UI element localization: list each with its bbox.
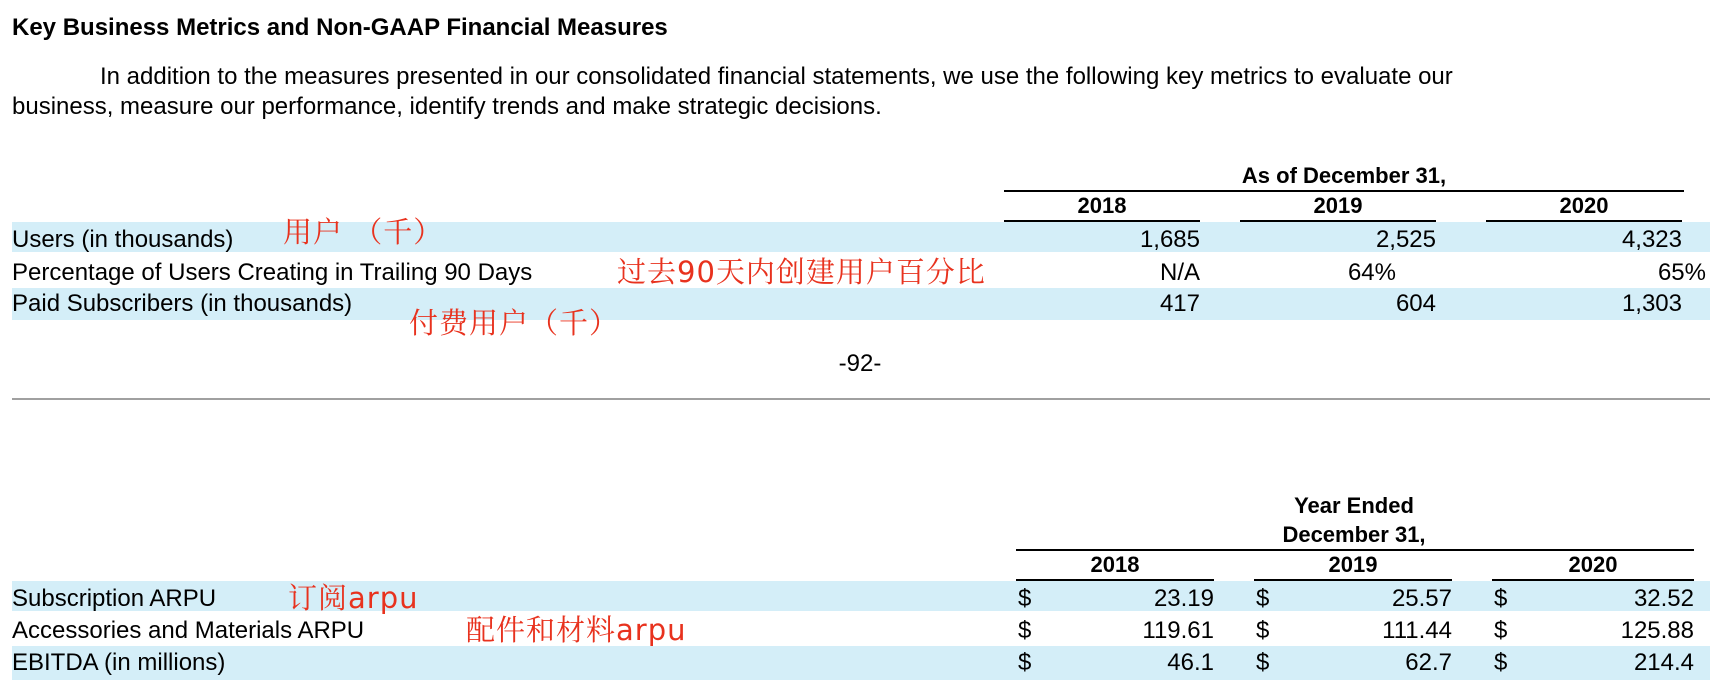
table1-row-label-users: Users (in thousands) <box>12 226 234 253</box>
table2-sub-arpu-2018: 23.19 <box>1153 585 1214 612</box>
table1-year-2020: 2020 <box>1559 193 1609 218</box>
intro-paragraph-line-1: In addition to the measures presented in our consolidated financial statements, we use the following key metrics to evaluate our <box>100 63 1453 90</box>
annotation-paid-subscribers: 付费用户（千） <box>409 306 620 340</box>
table1-users-2019: 2,525 <box>1375 226 1436 253</box>
table2-acc-arpu-2018: 119.61 <box>1142 617 1214 644</box>
table1-caption-rule <box>1004 190 1684 192</box>
table2-sub-arpu-2019: 25.57 <box>1391 585 1452 612</box>
table1-pct-2018: N/A <box>1159 259 1200 286</box>
table2-year-2020: 2020 <box>1568 552 1618 577</box>
table1-row-label-pct-creating: Percentage of Users Creating in Trailing 90 Days <box>12 259 533 286</box>
table2-year-2018: 2018 <box>1090 552 1140 577</box>
table2-ebitda-2018: 46.1 <box>1167 649 1214 676</box>
page-number: -92- <box>838 350 882 377</box>
annotation-pct-creating: 过去90天内创建用户百分比 <box>617 255 986 289</box>
table2-row-label-accessories-arpu: Accessories and Materials ARPU <box>12 617 365 644</box>
table1-caption: As of December 31, <box>1241 163 1447 188</box>
table1-users-2020: 4,323 <box>1621 226 1682 253</box>
table1-paid-2019: 604 <box>1395 290 1436 317</box>
table1-row-band-1 <box>12 222 1710 252</box>
table2-caption-line-2: December 31, <box>1282 522 1426 547</box>
table2-ebitda-2019-currency: $ <box>1256 649 1270 676</box>
table2-sub-arpu-2020: 32.52 <box>1633 585 1694 612</box>
table2-row-band-3 <box>12 646 1710 680</box>
table1-year-2018: 2018 <box>1077 193 1127 218</box>
table2-sub-arpu-2018-currency: $ <box>1018 585 1032 612</box>
table2-acc-arpu-2020-currency: $ <box>1494 617 1508 644</box>
annotation-accessories-arpu: 配件和材料arpu <box>466 613 687 647</box>
annotation-users: 用户 （千） <box>283 215 444 249</box>
table2-sub-arpu-2020-currency: $ <box>1494 585 1508 612</box>
section-heading: Key Business Metrics and Non-GAAP Financial Measures <box>12 14 668 41</box>
table2-caption-line-1: Year Ended <box>1294 493 1414 518</box>
table2-ebitda-2019: 62.7 <box>1405 649 1452 676</box>
table2-row-band-1 <box>12 581 1710 611</box>
table2-year-2019: 2019 <box>1328 552 1378 577</box>
page-divider <box>12 398 1710 400</box>
table1-year-2019: 2019 <box>1313 193 1363 218</box>
table1-paid-2020: 1,303 <box>1621 290 1682 317</box>
table2-acc-arpu-2019-currency: $ <box>1256 617 1270 644</box>
table2-ebitda-2018-currency: $ <box>1018 649 1032 676</box>
intro-paragraph-line-2: business, measure our performance, identify trends and make strategic decisions. <box>12 93 882 120</box>
table1-paid-2018: 417 <box>1159 290 1200 317</box>
table1-pct-2019: 64% <box>1347 259 1396 286</box>
table2-caption-rule <box>1016 549 1694 551</box>
table2-sub-arpu-2019-currency: $ <box>1256 585 1270 612</box>
table2-ebitda-2020-currency: $ <box>1494 649 1508 676</box>
table2-row-label-ebitda: EBITDA (in millions) <box>12 649 226 676</box>
table2-row-label-subscription-arpu: Subscription ARPU <box>12 585 217 612</box>
table1-pct-2020: 65% <box>1657 259 1706 286</box>
table1-row-label-paid-subscribers: Paid Subscribers (in thousands) <box>12 290 353 317</box>
annotation-subscription-arpu: 订阅arpu <box>288 581 419 615</box>
intro-paragraph <box>12 62 1708 122</box>
table2-acc-arpu-2018-currency: $ <box>1018 617 1032 644</box>
table1-users-2018: 1,685 <box>1139 226 1200 253</box>
table2-ebitda-2020: 214.4 <box>1633 649 1694 676</box>
table2-acc-arpu-2020: 125.88 <box>1620 617 1694 644</box>
table2-acc-arpu-2019: 111.44 <box>1382 617 1452 644</box>
